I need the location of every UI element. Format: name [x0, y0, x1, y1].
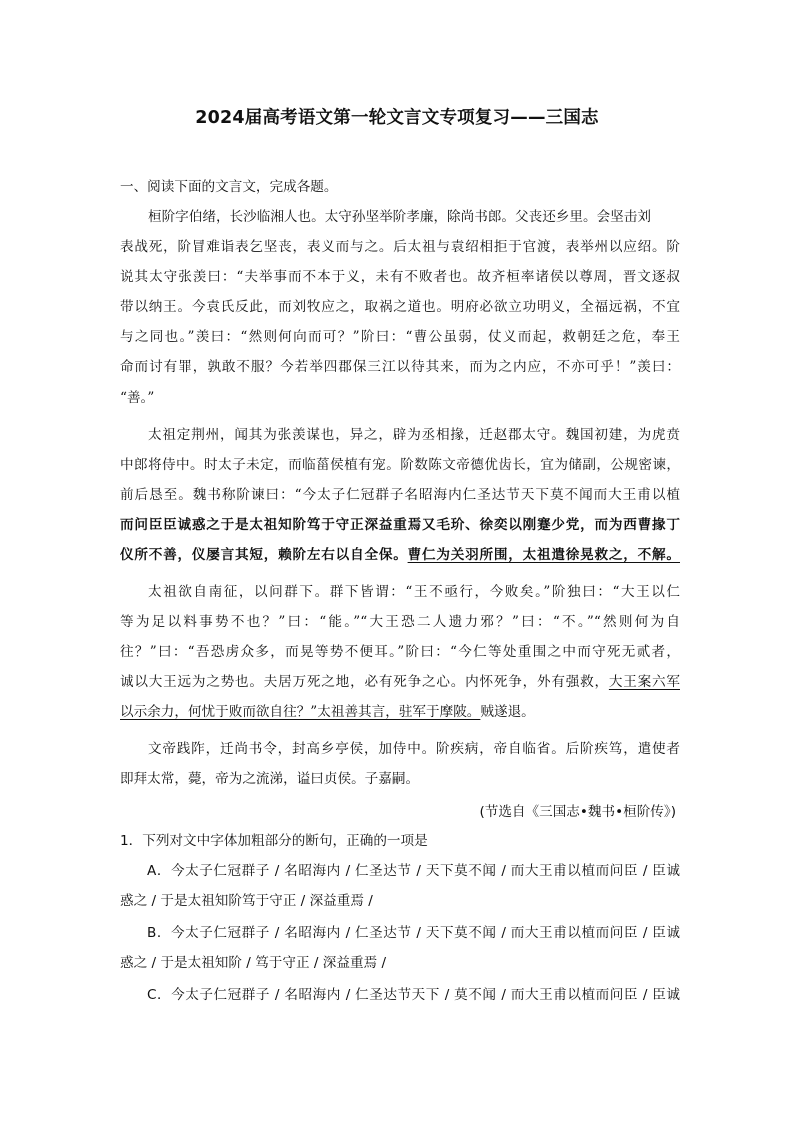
passage-line: 说其太守张羡曰：“夫举事而不本于义，未有不败者也。故齐桓率诸侯以尊周，晋文逐叔 [120, 269, 680, 285]
passage-line: 太祖欲自南征，以问群下。群下皆谓：“王不亟行，今败矣。”阶独曰：“大王以仁 [148, 584, 680, 600]
passage-line: 桓阶字伯绪，长沙临湘人也。太守孙坚举阶孝廉，除尚书郎。父丧还乡里。会坚击刘 [148, 209, 651, 225]
section-heading: 一、阅读下面的文言文，完成各题。 [120, 179, 338, 195]
underlined-sentence: 曹仁为关羽所围，太祖遣徐晃救之，不解。 [407, 547, 680, 563]
passage-line: 与之同也。”羡曰：“然则何向而可？”阶曰：“曹公虽弱，仗义而起，救朝廷之危，奉王 [120, 329, 680, 345]
option-a-line: 惑之 / 于是太祖知阶笃于守正 / 深益重焉 / [120, 893, 373, 909]
option-b-line: 惑之 / 于是太祖知阶 / 笃于守正 / 深益重焉 / [120, 955, 387, 971]
passage-line: 往？”曰：“吾恐虏众多，而晃等势不便耳。”阶曰：“今仁等处重围之中而守死无贰者， [120, 644, 680, 660]
underlined-sentence: 以示余力，何忧于败而欲自往？”太祖善其言，驻军于摩陂。 [120, 704, 481, 720]
passage-line: 文帝践阼，迁尚书令，封高乡亭侯，加侍中。阶疾病，帝自临省。后阶疾笃，遣使者 [148, 741, 680, 757]
passage-text: 诚以大王远为之势也。夫居万死之地，必有死争之心。内怀死争，外有强救， [120, 674, 609, 690]
bold-passage-line [120, 545, 680, 565]
option-a-line: A．今太子仁冠群子 / 名昭海内 / 仁圣达节 / 天下莫不闻 / 而大王甫以植而问臣 / 臣诚 [147, 863, 680, 879]
passage-text: 仪所不善，仪屡言其短，赖阶左右以自全保。 [120, 547, 408, 563]
option-c-line: C．今太子仁冠群子 / 名昭海内 / 仁圣达节天下 / 莫不闻 / 而大王甫以植而问臣 / 臣诚 [147, 987, 680, 1003]
passage-line: 表战死，阶冒难诣表乞坚丧，表义而与之。后太祖与袁绍相拒于官渡，表举州以应绍。阶 [120, 239, 680, 255]
passage-text: 贼遂退。 [480, 704, 535, 720]
source-note: (节选自《三国志•魏书•桓阶传》) [479, 804, 676, 820]
passage-line: 带以纳王。今袁氏反此，而刘牧应之，取祸之道也。明府必欲立功明义，全福远祸，不宜 [120, 299, 680, 315]
document-title: 2024届高考语文第一轮文言文专项复习——三国志 [195, 108, 599, 128]
passage-line [120, 702, 680, 722]
passage-line: 太祖定荆州，闻其为张羡谋也，异之，辟为丞相掾，迁赵郡太守。魏国初建，为虎贲 [148, 427, 680, 443]
underlined-sentence: 大王案六军 [608, 674, 680, 690]
passage-line [120, 672, 680, 692]
passage-line: 前后恳至。魏书称阶谏曰：“今太子仁冠群子名昭海内仁圣达节天下莫不闻而大王甫以植 [120, 487, 680, 503]
question-stem: 1．下列对文中字体加粗部分的断句，正确的一项是 [120, 833, 428, 849]
passage-line: “善。” [120, 390, 155, 406]
passage-line: 即拜太常，薨，帝为之流涕，谥曰贞侯。子嘉嗣。 [120, 771, 420, 787]
option-b-line: B．今太子仁冠群子 / 名昭海内 / 仁圣达节 / 天下莫不闻 / 而大王甫以植而问臣 / 臣诚 [147, 925, 680, 941]
bold-passage-line: 而问臣臣诚惑之于是太祖知阶笃于守正深益重焉又毛玠、徐奕以刚蹇少党，而为西曹掾丁 [120, 517, 680, 533]
passage-line: 中郎将侍中。时太子未定，而临菑侯植有宠。阶数陈文帝德优齿长，宜为储副，公规密谏， [120, 457, 680, 473]
passage-line: 等为足以料事势不也？”曰：“能。”“大王恐二人遗力邪？”曰：“不。”“然则何为自 [120, 614, 680, 630]
passage-line: 命而讨有罪，孰敢不服？今若举四郡保三江以待其来，而为之内应，不亦可乎！”羡曰： [120, 359, 680, 375]
